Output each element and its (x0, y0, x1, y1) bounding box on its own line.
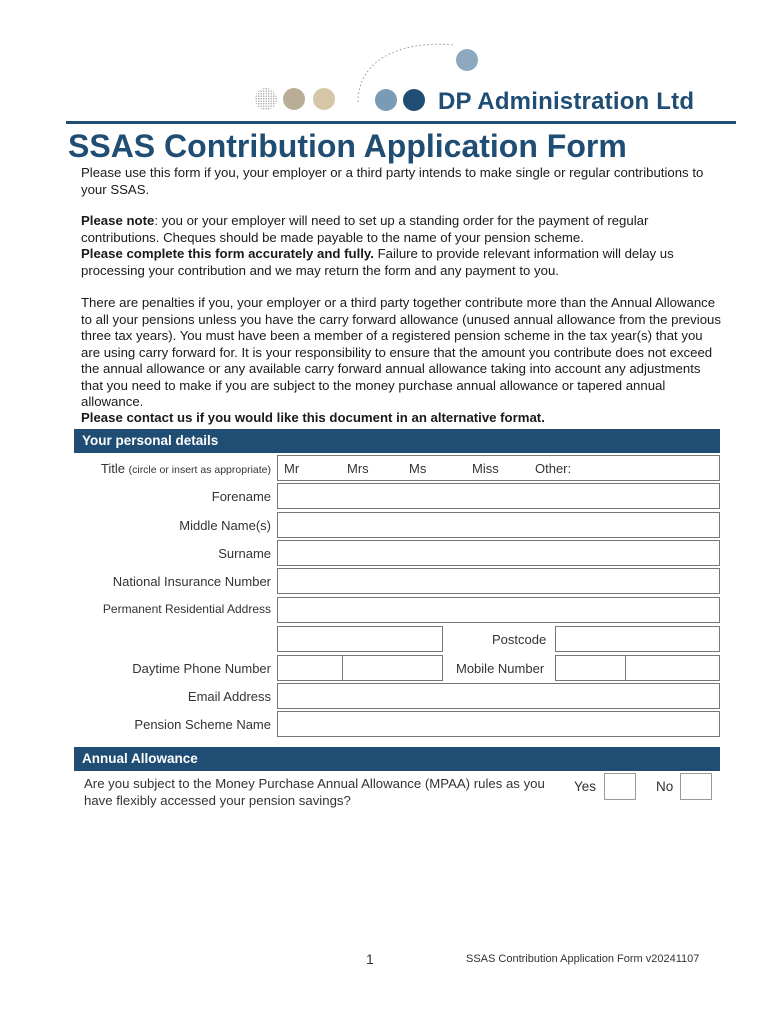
mobile-divider (625, 656, 626, 680)
penalties-paragraph: There are penalties if you, your employer or a third party together contribute more than the Annual Allowance to all your pensions unless you have the carry forward allowance (unused annual allowance from the previous three tax years). You must have been a member of a registered pension scheme in the tax year(s) that you are using carry forward for. It is your responsibility to ensure that the amount you contribute does not exceed the annual allowance or any available carry forward annual allowance taking into account any adjustments that you need to make if you are subject to the money purchase annual allowance or tapered annual allowance. (81, 295, 721, 409)
daytime-phone-label: Daytime Phone Number (132, 661, 271, 676)
ni-number-label: National Insurance Number (112, 574, 271, 589)
yes-label: Yes (574, 779, 597, 794)
note-paragraph (81, 213, 721, 279)
postcode-field[interactable] (555, 626, 720, 652)
form-version: SSAS Contribution Application Form v20241107 (466, 953, 700, 965)
middle-name-field[interactable] (277, 512, 720, 538)
scheme-name-field[interactable] (277, 711, 720, 737)
surname-label: Surname (218, 546, 271, 561)
mobile-label: Mobile Number (456, 661, 545, 676)
email-field[interactable] (277, 683, 720, 709)
title-option-other[interactable]: Other: (535, 461, 572, 476)
mobile-field[interactable] (555, 655, 720, 681)
contact-note: Please contact us if you would like this document in an alternative format. (81, 410, 545, 425)
personal-details-heading-text: Your personal details (82, 433, 219, 448)
intro-paragraph: Please use this form if you, your employer or a third party intends to make single or regular contributions to your SSAS. (81, 165, 704, 197)
personal-details-heading (74, 429, 720, 453)
title-option-mrs[interactable]: Mrs (347, 461, 369, 476)
no-checkbox[interactable] (680, 773, 712, 800)
surname-field[interactable] (277, 540, 720, 566)
middle-name-label: Middle Name(s) (179, 518, 271, 533)
email-label: Email Address (187, 689, 271, 704)
address-field[interactable] (277, 597, 720, 623)
title-label (101, 461, 271, 476)
title-option-miss[interactable]: Miss (472, 461, 499, 476)
company-logo (250, 40, 730, 120)
forename-field[interactable] (277, 483, 720, 509)
annual-allowance-heading-text: Annual Allowance (82, 751, 198, 766)
complete-bold: Please complete this form accurately and fully. (81, 246, 374, 261)
ni-number-field[interactable] (277, 568, 720, 594)
title-field[interactable] (277, 455, 720, 481)
scheme-name-label: Pension Scheme Name (134, 717, 271, 732)
complete-text: Failure to provide relevant information will delay us processing your contribution and we may return the form and any payment to you. (81, 246, 674, 278)
title-option-ms[interactable]: Ms (409, 461, 427, 476)
page-title: SSAS Contribution Application Form (68, 128, 627, 164)
postcode-label: Postcode (492, 632, 547, 647)
title-hint: (circle or insert as appropriate) (128, 464, 271, 476)
company-name: DP Administration Ltd (438, 88, 695, 115)
daytime-phone-field[interactable] (277, 655, 443, 681)
annual-allowance-heading (74, 747, 720, 771)
note-bold: Please note (81, 213, 155, 228)
title-label-text: Title (100, 461, 125, 476)
address-field-line-2[interactable] (277, 626, 443, 652)
page-number: 1 (366, 951, 374, 967)
note-text: : you or your employer will need to set up a standing order for the payment of regular contributions. Cheques should be made payable to the name of your pension scheme. (81, 213, 649, 245)
mpaa-question: Are you subject to the Money Purchase Annual Allowance (MPAA) rules as you have flexibly accessed your pension savings? (84, 776, 545, 808)
address-label: Permanent Residential Address (102, 602, 271, 616)
forename-label: Forename (211, 489, 271, 504)
title-option-mr[interactable]: Mr (284, 461, 300, 476)
header-rule (66, 121, 736, 124)
yes-checkbox[interactable] (604, 773, 636, 800)
no-label: No (656, 779, 674, 794)
phone-divider (342, 656, 343, 680)
